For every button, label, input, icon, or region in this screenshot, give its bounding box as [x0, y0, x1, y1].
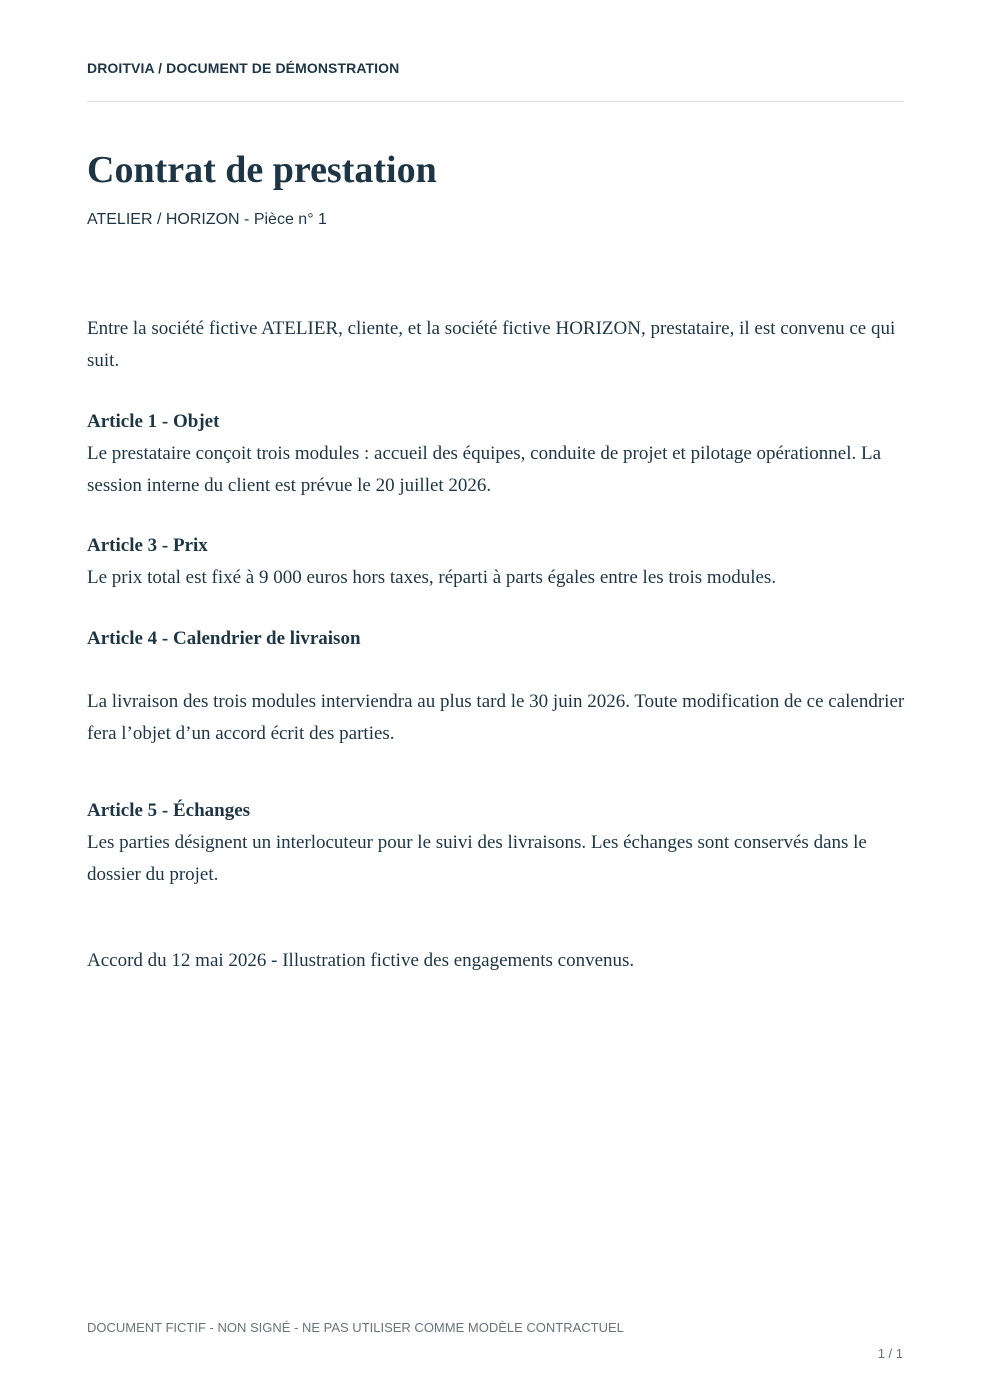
document-subtitle: ATELIER / HORIZON - Pièce n° 1: [87, 211, 327, 228]
article-3-text: Le prix total est fixé à 9 000 euros hors taxes, réparti à parts égales entre les trois modules.: [87, 567, 777, 588]
page-number: 1 / 1: [877, 1346, 903, 1361]
document-header-label: DROITVIA / DOCUMENT DE DÉMONSTRATION: [87, 60, 400, 76]
footer-disclaimer: DOCUMENT FICTIF - NON SIGNÉ - NE PAS UTILISER COMME MODÈLE CONTRACTUEL: [87, 1320, 624, 1335]
article-5-heading: Article 5 - Échanges: [87, 800, 251, 821]
article-4-text: La livraison des trois modules interviendra au plus tard le 30 juin 2026. Toute modification de ce calendrier fera l’objet d’un accord écrit des parties.: [87, 691, 905, 744]
article-3-heading: Article 3 - Prix: [87, 535, 208, 556]
closing-statement: Accord du 12 mai 2026 - Illustration fictive des engagements convenus.: [87, 950, 635, 971]
article-1-text: Le prestataire conçoit trois modules : accueil des équipes, conduite de projet et pilotage opérationnel. La session interne du client est prévue le 20 juillet 2026.: [87, 443, 882, 496]
header-divider: [87, 101, 904, 102]
article-1-heading: Article 1 - Objet: [87, 411, 220, 432]
intro-paragraph: Entre la société fictive ATELIER, cliente, et la société fictive HORIZON, prestataire, il est convenu ce qui suit.: [87, 318, 896, 371]
article-4-heading: Article 4 - Calendrier de livraison: [87, 628, 361, 649]
article-5-text: Les parties désignent un interlocuteur pour le suivi des livraisons. Les échanges sont conservés dans le dossier du projet.: [87, 832, 867, 885]
document-title: Contrat de prestation: [87, 149, 437, 191]
